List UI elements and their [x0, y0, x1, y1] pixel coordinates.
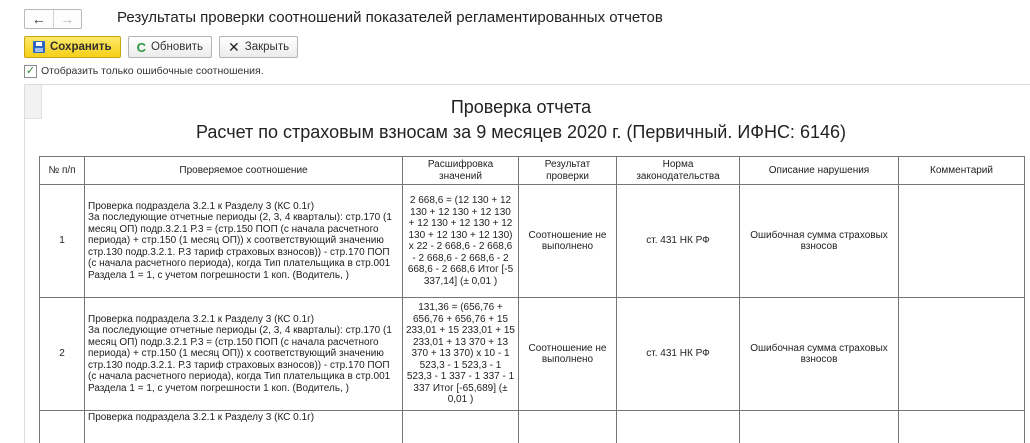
- column-header-violation: Описание нарушения: [740, 157, 899, 185]
- cell-comment[interactable]: [899, 411, 1025, 443]
- column-header-norm: Норма законодательства: [617, 157, 740, 185]
- command-bar: [24, 36, 298, 58]
- table-row[interactable]: [40, 298, 1025, 411]
- forward-arrow-icon[interactable]: →: [53, 10, 82, 28]
- cell-decoding: [403, 411, 519, 443]
- navigation-buttons: [24, 9, 82, 29]
- refresh-button[interactable]: [128, 36, 212, 58]
- cell-decoding: 2 668,6 = (12 130 + 12 130 + 12 130 + 12 130 + 12 130 + 12 130 + 12 130 + 12 130 + 12 130) х 22 - 2 668,6 - 2 668,6 - 2 668,6 - 2 668,6 - 2 668,6 - 2 668,6 Итог [-5 337,14] (± 0,01 ): [403, 185, 519, 298]
- table-header-row: [40, 157, 1025, 185]
- refresh-icon: C: [136, 39, 146, 55]
- relation-body: За последующие отчетные периоды (2, 3, 4 кварталы): стр.170 (1 месяц ОП) подр.3.2.1 Р.3 = (стр.150 ПОП (с начала расчетного периода) + стр.150 (1 месяц ОП)) х соответствующий значению стр.130 подр.3.2.1. Р.3 тариф страховых взносов)) - стр.170 ПОП (с начала расчетного периода), когда Тип плательщика в стр.001 Раздела 1 = 1, с учетом погрешности 1 коп. (Водитель, ): [88, 212, 392, 281]
- cell-norm: ст. 431 НК РФ: [617, 298, 740, 411]
- column-header-decoding: Расшифровка значений: [403, 157, 519, 185]
- column-header-relation: Проверяемое соотношение: [85, 157, 403, 185]
- column-header-result: Результат проверки: [519, 157, 617, 185]
- close-button-label: Закрыть: [244, 41, 290, 53]
- back-arrow-icon[interactable]: ←: [31, 11, 46, 27]
- save-button-label: Сохранить: [50, 41, 112, 53]
- form-title: Результаты проверки соотношений показателей регламентированных отчетов: [117, 9, 663, 26]
- cell-result: Соотношение не выполнено: [519, 298, 617, 411]
- close-button[interactable]: [219, 36, 298, 58]
- cell-decoding: 131,36 = (656,76 + 656,76 + 656,76 + 15 233,01 + 15 233,01 + 15 233,01 + 13 370 + 13 370 + 13 370) х 10 - 1 523,3 - 1 523,3 - 1 523,3 - 1 337 - 1 337 - 1 337 Итог [-65,689] (± 0,01 ): [403, 298, 519, 411]
- cell-relation: [85, 298, 403, 411]
- cell-num: 1: [40, 185, 85, 298]
- save-button[interactable]: [24, 36, 121, 58]
- title-bar: [0, 0, 1030, 34]
- check-results-table: [39, 156, 1025, 443]
- report-subtitle: Расчет по страховым взносам за 9 месяцев 2020 г. (Первичный. ИФНС: 6146): [196, 122, 846, 142]
- table-row[interactable]: [40, 185, 1025, 298]
- report-title: Проверка отчета: [450, 97, 592, 117]
- column-header-comment: Комментарий: [899, 157, 1025, 185]
- cell-norm: ст. 431 НК РФ: [617, 185, 740, 298]
- cell-comment[interactable]: [899, 185, 1025, 298]
- relation-heading: Проверка подраздела 3.2.1 к Разделу 3 (КС 0.1г): [88, 313, 315, 325]
- column-header-num: № п/п: [40, 157, 85, 185]
- cell-relation: Проверка подраздела 3.2.1 к Разделу 3 (КС 0.1г): [85, 411, 403, 443]
- floppy-disk-icon: [33, 41, 45, 53]
- cell-comment[interactable]: [899, 298, 1025, 411]
- cell-result: [519, 411, 617, 443]
- relation-heading: Проверка подраздела 3.2.1 к Разделу 3 (КС 0.1г): [88, 200, 315, 212]
- cell-num: [40, 411, 85, 443]
- cell-violation: Ошибочная сумма страховых взносов: [740, 185, 899, 298]
- table-row[interactable]: [40, 411, 1025, 443]
- errors-only-filter: [24, 64, 264, 78]
- refresh-button-label: Обновить: [150, 41, 204, 53]
- relation-body: За последующие отчетные периоды (2, 3, 4 кварталы): стр.170 (1 месяц ОП) подр.3.2.1 Р.3 = (стр.150 ПОП (с начала расчетного периода) + стр.150 (1 месяц ОП)) х соответствующий значению стр.130 подр.3.2.1. Р.3 тариф страховых взносов)) - стр.170 ПОП (с начала расчетного периода), когда Тип плательщика в стр.001 Раздела 1 = 1, с учетом погрешности 1 коп. (Водитель, ): [88, 325, 392, 394]
- cell-violation: Ошибочная сумма страховых взносов: [740, 298, 899, 411]
- cell-result: Соотношение не выполнено: [519, 185, 617, 298]
- errors-only-checkbox[interactable]: ✓: [25, 64, 36, 77]
- cell-relation: [85, 185, 403, 298]
- close-icon: ✕: [228, 39, 240, 55]
- cell-violation: [740, 411, 899, 443]
- report-document: [24, 84, 1030, 443]
- cell-num: 2: [40, 298, 85, 411]
- errors-only-label[interactable]: Отобразить только ошибочные соотношения.: [41, 65, 264, 77]
- cell-norm: [617, 411, 740, 443]
